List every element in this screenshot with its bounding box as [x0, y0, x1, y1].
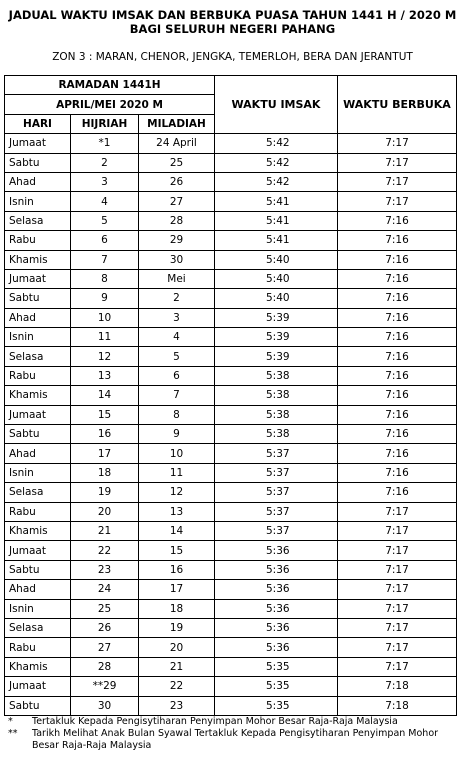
imsak-cell: 5:42: [215, 134, 338, 153]
berbuka-cell: 7:16: [338, 444, 457, 463]
hijriah-cell: 26: [71, 618, 139, 637]
imsak-cell: 5:38: [215, 386, 338, 405]
imsak-cell: 5:37: [215, 463, 338, 482]
table-row: [5, 521, 457, 540]
hijriah-cell: 24: [71, 580, 139, 599]
table-row: [5, 366, 457, 385]
miladiah-cell: 29: [139, 231, 215, 250]
berbuka-cell: 7:17: [338, 521, 457, 540]
day-cell: Rabu: [5, 502, 71, 521]
miladiah-cell: 4: [139, 328, 215, 347]
miladiah-cell: 27: [139, 192, 215, 211]
miladiah-cell: 22: [139, 677, 215, 696]
imsak-cell: 5:41: [215, 231, 338, 250]
table-row: [5, 192, 457, 211]
imsak-cell: 5:36: [215, 599, 338, 618]
berbuka-cell: 7:17: [338, 599, 457, 618]
miladiah-cell: 17: [139, 580, 215, 599]
miladiah-cell: 15: [139, 541, 215, 560]
table-row: [5, 618, 457, 637]
miladiah-cell: 6: [139, 366, 215, 385]
day-cell: Ahad: [5, 444, 71, 463]
imsak-cell: 5:37: [215, 502, 338, 521]
day-cell: Jumaat: [5, 541, 71, 560]
berbuka-cell: 7:16: [338, 483, 457, 502]
hijriah-cell: 14: [71, 386, 139, 405]
table-row: [5, 386, 457, 405]
imsak-cell: 5:39: [215, 328, 338, 347]
berbuka-cell: 7:16: [338, 366, 457, 385]
day-cell: Isnin: [5, 463, 71, 482]
hijriah-cell: 27: [71, 638, 139, 657]
day-cell: Sabtu: [5, 560, 71, 579]
table-row: [5, 580, 457, 599]
table-row: [5, 463, 457, 482]
miladiah-cell: 3: [139, 308, 215, 327]
berbuka-cell: 7:16: [338, 463, 457, 482]
miladiah-cell: 14: [139, 521, 215, 540]
imsak-cell: 5:36: [215, 618, 338, 637]
day-cell: Khamis: [5, 250, 71, 269]
imsak-cell: 5:40: [215, 289, 338, 308]
schedule-table: [4, 75, 457, 716]
table-row: [5, 231, 457, 250]
miladiah-cell: 20: [139, 638, 215, 657]
day-cell: Ahad: [5, 172, 71, 191]
miladiah-cell: 16: [139, 560, 215, 579]
hijriah-cell: 30: [71, 696, 139, 715]
miladiah-cell: 11: [139, 463, 215, 482]
hijriah-cell: 25: [71, 599, 139, 618]
imsak-cell: 5:41: [215, 192, 338, 211]
hijriah-cell: 3: [71, 172, 139, 191]
berbuka-cell: 7:17: [338, 638, 457, 657]
table-row: [5, 347, 457, 366]
berbuka-cell: 7:16: [338, 289, 457, 308]
imsak-cell: 5:38: [215, 405, 338, 424]
table-row: [5, 211, 457, 230]
berbuka-cell: 7:16: [338, 211, 457, 230]
hijriah-cell: 20: [71, 502, 139, 521]
day-cell: Sabtu: [5, 289, 71, 308]
imsak-cell: 5:40: [215, 250, 338, 269]
hijriah-cell: 22: [71, 541, 139, 560]
miladiah-cell: 28: [139, 211, 215, 230]
ramadan-header: RAMADAN 1441H: [5, 76, 215, 95]
hijriah-cell: 15: [71, 405, 139, 424]
berbuka-cell: 7:17: [338, 618, 457, 637]
table-row: [5, 541, 457, 560]
footnote: [8, 728, 465, 752]
hijriah-cell: 10: [71, 308, 139, 327]
footnote-text: Tarikh Melihat Anak Bulan Syawal Tertakluk Kepada Pengisytiharan Penyimpan Mohor Besar Raja-Raja Malaysia: [32, 728, 439, 751]
table-row: [5, 599, 457, 618]
hari-header: HARI: [5, 114, 71, 133]
table-row: [5, 172, 457, 191]
berbuka-cell: 7:16: [338, 231, 457, 250]
miladiah-cell: 7: [139, 386, 215, 405]
berbuka-cell: 7:16: [338, 425, 457, 444]
hijriah-cell: 18: [71, 463, 139, 482]
miladiah-cell: 5: [139, 347, 215, 366]
footnote-mark: *: [8, 716, 13, 727]
imsak-cell: 5:36: [215, 560, 338, 579]
imsak-header: WAKTU IMSAK: [215, 76, 338, 134]
imsak-cell: 5:36: [215, 638, 338, 657]
miladiah-header: MILADIAH: [139, 114, 215, 133]
berbuka-cell: 7:17: [338, 580, 457, 599]
imsak-cell: 5:37: [215, 483, 338, 502]
miladiah-cell: 10: [139, 444, 215, 463]
imsak-cell: 5:40: [215, 269, 338, 288]
berbuka-cell: 7:17: [338, 172, 457, 191]
table-row: [5, 677, 457, 696]
day-cell: Selasa: [5, 347, 71, 366]
hijriah-cell: 9: [71, 289, 139, 308]
table-row: [5, 269, 457, 288]
day-cell: Jumaat: [5, 677, 71, 696]
hijriah-cell: 2: [71, 153, 139, 172]
day-cell: Khamis: [5, 657, 71, 676]
berbuka-cell: 7:18: [338, 677, 457, 696]
hijriah-cell: 11: [71, 328, 139, 347]
imsak-cell: 5:35: [215, 657, 338, 676]
berbuka-cell: 7:17: [338, 657, 457, 676]
berbuka-cell: 7:16: [338, 386, 457, 405]
table-row: [5, 328, 457, 347]
hijriah-cell: 28: [71, 657, 139, 676]
day-cell: Selasa: [5, 211, 71, 230]
table-row: [5, 696, 457, 715]
miladiah-cell: 26: [139, 172, 215, 191]
imsak-cell: 5:42: [215, 153, 338, 172]
day-cell: Jumaat: [5, 405, 71, 424]
berbuka-cell: 7:17: [338, 192, 457, 211]
table-row: [5, 502, 457, 521]
hijriah-cell: 23: [71, 560, 139, 579]
imsak-cell: 5:42: [215, 172, 338, 191]
footnote: [8, 716, 465, 728]
document-title: JADUAL WAKTU IMSAK DAN BERBUKA PUASA TAHUN 1441 H / 2020 M: [8, 8, 457, 22]
day-cell: Jumaat: [5, 134, 71, 153]
berbuka-cell: 7:17: [338, 541, 457, 560]
day-cell: Isnin: [5, 328, 71, 347]
hijriah-cell: *1: [71, 134, 139, 153]
table-row: [5, 134, 457, 153]
imsak-cell: 5:35: [215, 696, 338, 715]
day-cell: Jumaat: [5, 269, 71, 288]
miladiah-cell: 19: [139, 618, 215, 637]
table-row: [5, 250, 457, 269]
miladiah-cell: 30: [139, 250, 215, 269]
table-row: [5, 483, 457, 502]
imsak-cell: 5:36: [215, 541, 338, 560]
hijriah-cell: 4: [71, 192, 139, 211]
hijriah-cell: 16: [71, 425, 139, 444]
berbuka-header: WAKTU BERBUKA: [338, 76, 457, 134]
miladiah-cell: Mei: [139, 269, 215, 288]
hijriah-cell: 8: [71, 269, 139, 288]
imsak-cell: 5:41: [215, 211, 338, 230]
table-row: [5, 153, 457, 172]
berbuka-cell: 7:16: [338, 269, 457, 288]
miladiah-cell: 21: [139, 657, 215, 676]
table-row: [5, 308, 457, 327]
hijriah-cell: 19: [71, 483, 139, 502]
miladiah-cell: 25: [139, 153, 215, 172]
day-cell: Sabtu: [5, 153, 71, 172]
miladiah-cell: 9: [139, 425, 215, 444]
berbuka-cell: 7:17: [338, 153, 457, 172]
miladiah-cell: 12: [139, 483, 215, 502]
footnote-mark: **: [8, 728, 18, 739]
table-row: [5, 657, 457, 676]
hijriah-cell: 21: [71, 521, 139, 540]
miladiah-cell: 23: [139, 696, 215, 715]
hijriah-cell: 12: [71, 347, 139, 366]
berbuka-cell: 7:18: [338, 696, 457, 715]
imsak-cell: 5:35: [215, 677, 338, 696]
berbuka-cell: 7:17: [338, 502, 457, 521]
day-cell: Sabtu: [5, 696, 71, 715]
day-cell: Khamis: [5, 386, 71, 405]
hijriah-cell: 17: [71, 444, 139, 463]
hijriah-cell: 13: [71, 366, 139, 385]
imsak-cell: 5:37: [215, 521, 338, 540]
imsak-cell: 5:39: [215, 308, 338, 327]
imsak-cell: 5:38: [215, 425, 338, 444]
berbuka-cell: 7:17: [338, 560, 457, 579]
day-cell: Selasa: [5, 618, 71, 637]
table-row: [5, 289, 457, 308]
berbuka-cell: 7:17: [338, 134, 457, 153]
berbuka-cell: 7:16: [338, 250, 457, 269]
table-row: [5, 405, 457, 424]
miladiah-cell: 2: [139, 289, 215, 308]
miladiah-cell: 24 April: [139, 134, 215, 153]
day-cell: Khamis: [5, 521, 71, 540]
imsak-cell: 5:39: [215, 347, 338, 366]
hijriah-cell: 7: [71, 250, 139, 269]
berbuka-cell: 7:16: [338, 328, 457, 347]
document-subtitle: BAGI SELURUH NEGERI PAHANG: [129, 22, 336, 36]
hijriah-cell: **29: [71, 677, 139, 696]
day-cell: Rabu: [5, 231, 71, 250]
imsak-cell: 5:38: [215, 366, 338, 385]
table-row: [5, 444, 457, 463]
day-cell: Ahad: [5, 308, 71, 327]
footnotes: [8, 716, 465, 752]
table-row: [5, 638, 457, 657]
hijriah-header: HIJRIAH: [71, 114, 139, 133]
imsak-cell: 5:36: [215, 580, 338, 599]
day-cell: Sabtu: [5, 425, 71, 444]
miladiah-cell: 8: [139, 405, 215, 424]
hijriah-cell: 5: [71, 211, 139, 230]
zone-label: ZON 3 : MARAN, CHENOR, JENGKA, TEMERLOH, BERA DAN JERANTUT: [52, 51, 413, 63]
day-cell: Rabu: [5, 366, 71, 385]
day-cell: Isnin: [5, 192, 71, 211]
month-header: APRIL/MEI 2020 M: [5, 95, 215, 114]
imsak-cell: 5:37: [215, 444, 338, 463]
berbuka-cell: 7:16: [338, 405, 457, 424]
schedule-body: [5, 134, 457, 716]
footnote-text: Tertakluk Kepada Pengisytiharan Penyimpan Mohor Besar Raja-Raja Malaysia: [32, 716, 398, 727]
miladiah-cell: 18: [139, 599, 215, 618]
berbuka-cell: 7:16: [338, 308, 457, 327]
day-cell: Isnin: [5, 599, 71, 618]
day-cell: Selasa: [5, 483, 71, 502]
table-row: [5, 560, 457, 579]
miladiah-cell: 13: [139, 502, 215, 521]
table-row: [5, 425, 457, 444]
day-cell: Ahad: [5, 580, 71, 599]
hijriah-cell: 6: [71, 231, 139, 250]
berbuka-cell: 7:16: [338, 347, 457, 366]
day-cell: Rabu: [5, 638, 71, 657]
